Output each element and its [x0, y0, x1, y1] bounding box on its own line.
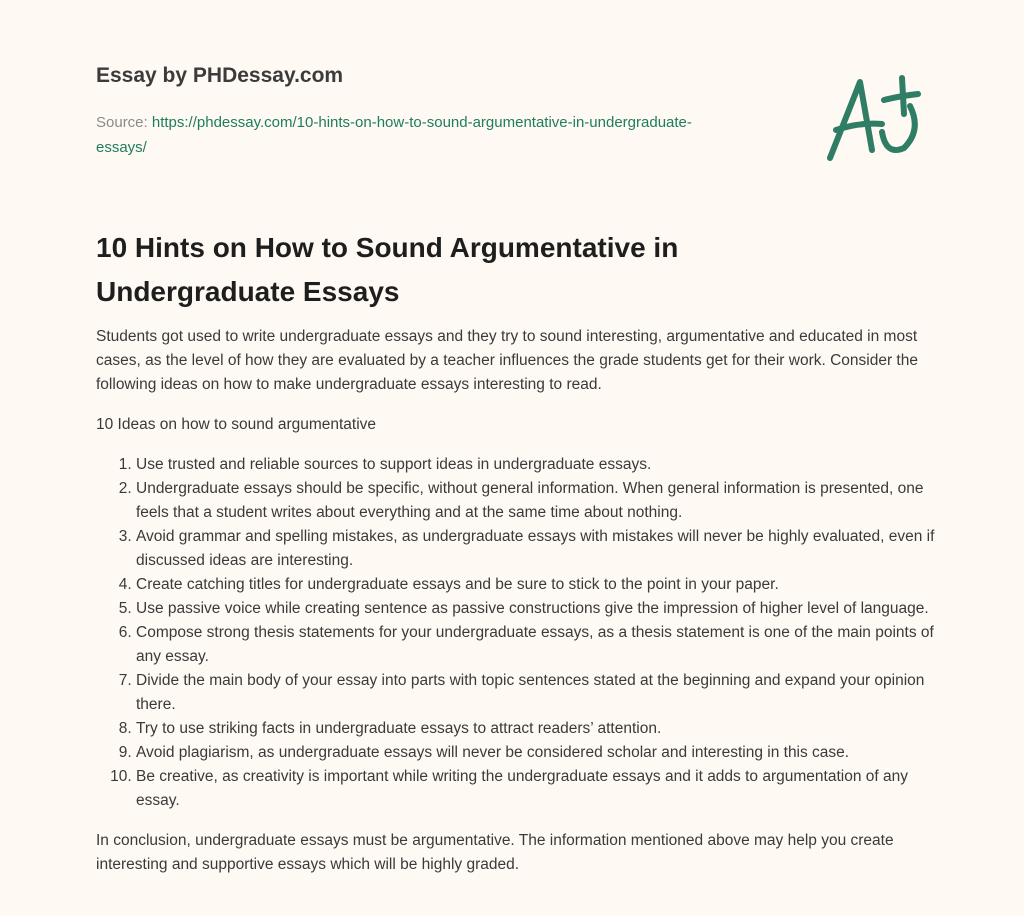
list-item: 10. Be creative, as creativity is important while writing the undergraduate essays and it adds to argumentation of any essay. [136, 765, 936, 813]
source-link[interactable]: https://phdessay.com/10-hints-on-how-to-sound-argumentative-in-undergraduate-essays/ [96, 114, 692, 156]
article-title: 10 Hints on How to Sound Argumentative in Undergraduate Essays [96, 232, 679, 307]
list-item: 6. Compose strong thesis statements for your undergraduate essays, as a thesis statement is one of the main points of any essay. [136, 621, 936, 669]
list-item: 7. Divide the main body of your essay into parts with topic sentences stated at the beginning and expand your opinion there. [136, 669, 936, 717]
site-brand: Essay by PHDessay.com [96, 64, 344, 87]
list-item: 4. Create catching titles for undergraduate essays and be sure to stick to the point in your paper. [136, 573, 936, 597]
article-body [96, 325, 936, 893]
source-label: Source: [96, 114, 152, 131]
ideas-list [96, 453, 936, 813]
list-item: 8. Try to use striking facts in undergraduate essays to attract readers’ attention. [136, 717, 936, 741]
list-item: 2. Undergraduate essays should be specific, without general information. When general information is presented, one feels that a student writes about everything and at the same time about nothing. [136, 477, 936, 525]
intro-paragraph: Students got used to write undergraduate essays and they try to sound interesting, argumentative and educated in most cases, as the level of how they are evaluated by a teacher influences the grade students get for their work. Consider the following ideas on how to make undergraduate essays interesting to read. [96, 328, 918, 393]
list-heading: 10 Ideas on how to sound argumentative [96, 416, 377, 433]
list-item: 3. Avoid grammar and spelling mistakes, as undergraduate essays with mistakes will never be highly evaluated, even if discussed ideas are interesting. [136, 525, 936, 573]
conclusion-paragraph: In conclusion, undergraduate essays must be argumentative. The information mentioned above may help you create interesting and supportive essays which will be highly graded. [96, 832, 894, 873]
a-plus-logo-icon [820, 70, 930, 165]
list-item: 9. Avoid plagiarism, as undergraduate essays will never be considered scholar and interesting in this case. [136, 741, 936, 765]
source-line [96, 110, 696, 160]
list-item: 5. Use passive voice while creating sentence as passive constructions give the impression of higher level of language. [136, 597, 936, 621]
list-item: 1. Use trusted and reliable sources to support ideas in undergraduate essays. [136, 453, 936, 477]
